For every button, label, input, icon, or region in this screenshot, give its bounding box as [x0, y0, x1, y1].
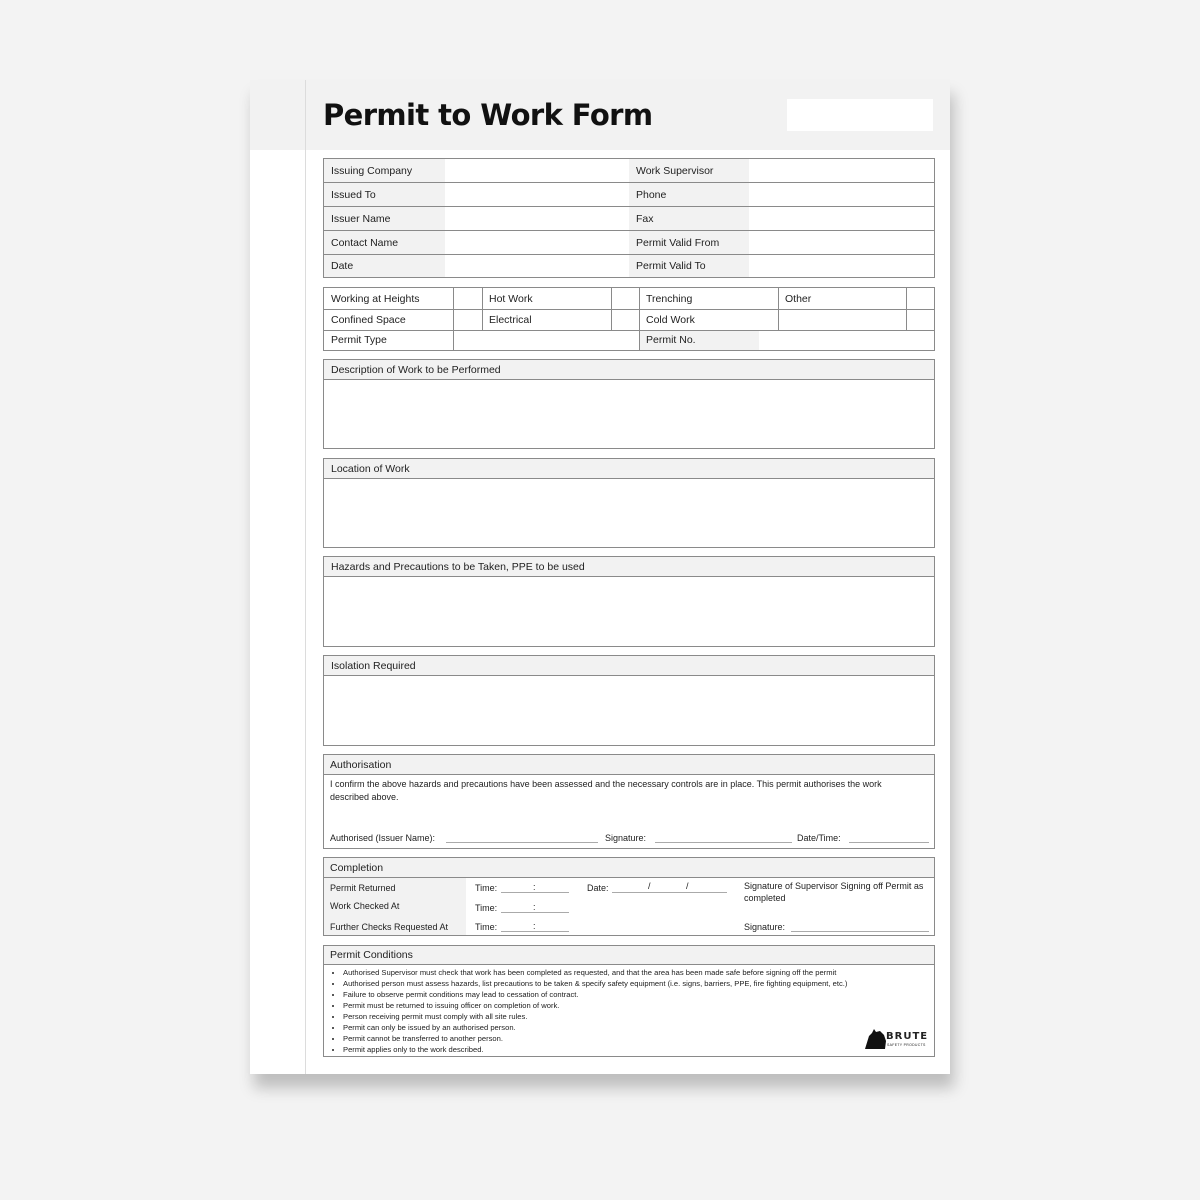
work-type-confined-space: Confined Space	[331, 313, 406, 326]
label-permit-type: Permit Type	[331, 334, 387, 346]
conditions-list	[331, 967, 847, 1055]
work-type-other: Other	[785, 292, 812, 305]
authorisation-section	[323, 754, 935, 849]
permit-returned-label: Permit Returned	[330, 883, 396, 893]
checked-time-line[interactable]	[501, 912, 569, 913]
checkbox-confined-space[interactable]	[453, 309, 482, 330]
field-permit-type[interactable]	[453, 330, 639, 350]
work-checked-label: Work Checked At	[330, 901, 400, 911]
field-permit-valid-to[interactable]	[749, 255, 934, 277]
isolation-section	[323, 655, 935, 746]
form-sheet	[250, 80, 950, 1074]
label-permit-no: Permit No.	[639, 330, 759, 350]
checked-time-label: Time:	[475, 903, 498, 913]
description-section	[323, 359, 935, 449]
label-date: Date	[324, 255, 445, 277]
work-type-hot-work: Hot Work	[489, 292, 533, 305]
label-issuing-company: Issuing Company	[324, 159, 445, 182]
condition-item: • Permit applies only to the work described.	[343, 1044, 847, 1055]
conditions-heading: Permit Conditions	[324, 946, 934, 965]
date-slash-1: /	[648, 881, 651, 891]
isolation-heading: Isolation Required	[324, 656, 934, 676]
authorisation-heading: Authorisation	[324, 755, 934, 775]
hazards-section	[323, 556, 935, 647]
label-issuer-name: Issuer Name	[324, 207, 445, 230]
authorisation-statement: I confirm the above hazards and precautions have been assessed and the necessary controls are in place. This permit authorises the work described above.	[330, 779, 882, 802]
auth-datetime-line[interactable]	[849, 842, 929, 843]
work-type-electrical: Electrical	[489, 313, 532, 326]
brute-logo	[864, 1027, 928, 1051]
location-section	[323, 458, 935, 548]
label-permit-valid-from: Permit Valid From	[629, 231, 749, 254]
condition-item: • Permit must be returned to issuing officer on completion of work.	[343, 1000, 847, 1011]
field-work-supervisor[interactable]	[749, 159, 934, 182]
label-fax: Fax	[629, 207, 749, 230]
work-type-working-at-heights: Working at Heights	[331, 292, 420, 305]
issuer-name-line[interactable]	[446, 842, 598, 843]
checkbox-electrical[interactable]	[611, 309, 639, 330]
completion-signature-line[interactable]	[791, 931, 929, 932]
form-title: Permit to Work Form	[323, 98, 653, 132]
field-phone[interactable]	[749, 183, 934, 206]
hazards-heading: Hazards and Precautions to be Taken, PPE to be used	[324, 557, 934, 577]
completion-heading: Completion	[324, 858, 934, 878]
info-table	[323, 158, 935, 278]
work-type-trenching: Trenching	[646, 292, 693, 305]
logo-wordmark: BRUTE	[886, 1031, 929, 1042]
description-field[interactable]	[324, 380, 934, 448]
field-issuer-name[interactable]	[445, 207, 629, 230]
label-contact-name: Contact Name	[324, 231, 445, 254]
auth-signature-line[interactable]	[655, 842, 792, 843]
label-permit-valid-to: Permit Valid To	[629, 255, 749, 277]
location-heading: Location of Work	[324, 459, 934, 479]
issuer-name-label: Authorised (Issuer Name):	[330, 833, 436, 843]
isolation-field[interactable]	[324, 676, 934, 745]
auth-datetime-label: Date/Time:	[797, 833, 841, 843]
field-issuing-company[interactable]	[445, 159, 629, 182]
label-work-supervisor: Work Supervisor	[629, 159, 749, 182]
hazards-field[interactable]	[324, 577, 934, 646]
checkbox-hot-work[interactable]	[611, 288, 639, 309]
completion-section	[323, 857, 935, 936]
further-time-colon: :	[533, 921, 536, 931]
label-phone: Phone	[629, 183, 749, 206]
auth-signature-label: Signature:	[605, 833, 647, 843]
date-slash-2: /	[686, 881, 689, 891]
further-time-line[interactable]	[501, 931, 569, 932]
field-date[interactable]	[445, 255, 629, 277]
checked-time-colon: :	[533, 902, 536, 912]
condition-item: • Authorised Supervisor must check that work has been completed as requested, and that the area has been made safe before signing off the permit	[343, 967, 847, 978]
condition-item: • Permit can only be issued by an authorised person.	[343, 1022, 847, 1033]
condition-item: • Permit cannot be transferred to another person.	[343, 1033, 847, 1044]
returned-date-line[interactable]	[612, 892, 727, 893]
condition-item: • Failure to observe permit conditions may lead to cessation of contract.	[343, 989, 847, 1000]
returned-time-label: Time:	[475, 883, 498, 893]
returned-time-colon: :	[533, 882, 536, 892]
work-type-table	[323, 287, 935, 351]
field-permit-no[interactable]	[759, 330, 934, 350]
checkbox-other[interactable]	[906, 288, 934, 309]
supervisor-signoff-text: Signature of Supervisor Signing off Permit as completed	[744, 881, 924, 903]
description-heading: Description of Work to be Performed	[324, 360, 934, 380]
further-time-label: Time:	[475, 922, 498, 932]
label-issued-to: Issued To	[324, 183, 445, 206]
field-permit-valid-from[interactable]	[749, 231, 934, 254]
field-issued-to[interactable]	[445, 183, 629, 206]
work-type-cold-work: Cold Work	[646, 313, 695, 326]
completion-signature-label: Signature:	[744, 922, 786, 932]
condition-item: • Person receiving permit must comply with all site rules.	[343, 1011, 847, 1022]
returned-date-label: Date:	[587, 883, 609, 893]
condition-item: • Authorised person must assess hazards, list precautions to be taken & specify safety equipment (i.e. signs, barriers, PPE, fire fighting equipment, etc.)	[343, 978, 847, 989]
field-contact-name[interactable]	[445, 231, 629, 254]
binding-line	[305, 80, 306, 1074]
logo-subtext: SAFETY PRODUCTS	[887, 1043, 926, 1047]
conditions-section	[323, 945, 935, 1057]
field-fax[interactable]	[749, 207, 934, 230]
returned-time-line[interactable]	[501, 892, 569, 893]
checkbox-cold-work[interactable]	[906, 309, 934, 330]
title-blank-box	[787, 99, 933, 131]
field-other-specify[interactable]	[778, 309, 906, 330]
location-field[interactable]	[324, 479, 934, 547]
checkbox-working-at-heights[interactable]	[453, 288, 482, 309]
further-checks-label: Further Checks Requested At	[330, 922, 449, 932]
